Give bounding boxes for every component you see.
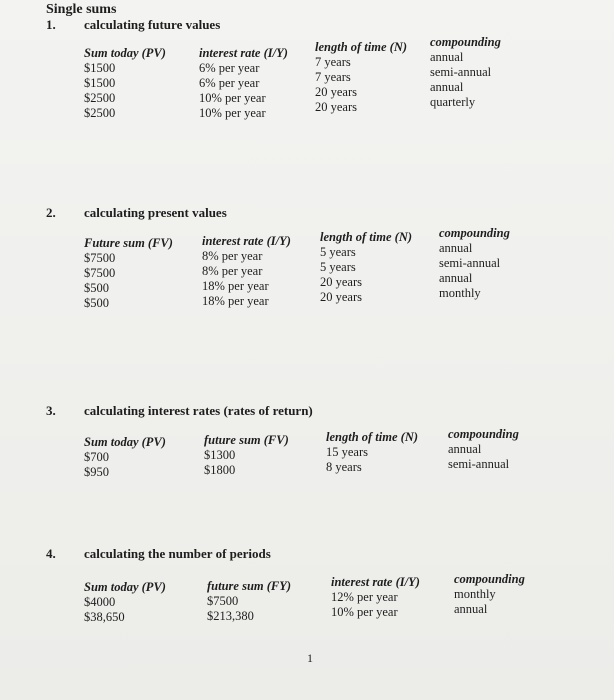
cell: 8 years [326,460,362,474]
section-1-number: 1. [46,17,56,32]
cell: semi-annual [430,65,492,79]
cell: 7 years [315,70,351,84]
section-4-col-1 [84,580,166,625]
column-header: Future sum (FV) [84,236,173,250]
cell: annual [439,271,473,285]
cell: semi-annual [448,457,510,471]
cell: annual [454,602,488,616]
section-2-number: 2. [46,205,56,220]
cell: 20 years [320,275,362,289]
column-header: Sum today (PV) [84,46,166,60]
cell: $1300 [204,448,236,462]
section-4-col-4 [454,572,525,617]
cell: 10% per year [199,106,266,120]
cell: annual [448,442,482,456]
section-4-col-2 [207,579,291,624]
cell: 15 years [326,445,368,459]
column-header: length of time (N) [326,430,419,444]
section-4-heading: calculating the number of periods [84,546,271,561]
section-4-number: 4. [46,546,56,561]
section-3-col-2 [204,433,289,478]
cell: 5 years [320,260,356,274]
cell: 5 years [320,245,356,259]
cell: annual [430,50,464,64]
cell: semi-annual [439,256,501,270]
cell: 6% per year [199,76,260,90]
section-2-col-4 [439,226,510,301]
section-2-heading: calculating present values [84,205,227,220]
column-header: compounding [439,226,510,240]
cell: $1800 [204,463,236,477]
cell: 18% per year [202,279,269,293]
column-header: interest rate (I/Y) [331,575,420,589]
section-2-col-3 [320,230,412,305]
cell: $38,650 [84,610,125,624]
page-number: 1 [307,651,313,665]
cell: $2500 [84,106,116,120]
section-3-heading: calculating interest rates (rates of return) [84,403,313,418]
cell: $1500 [84,76,116,90]
column-header: interest rate (I/Y) [199,46,288,60]
section-1-col-2 [199,46,288,121]
section-1-col-1 [84,46,166,121]
cell: quarterly [430,95,476,109]
cell: $4000 [84,595,116,609]
column-header: future sum (FV) [204,433,289,447]
section-1-col-4 [430,35,501,110]
column-header: length of time (N) [320,230,413,244]
cell: monthly [439,286,481,300]
cell: $950 [84,465,109,479]
cell: $7500 [207,594,239,608]
column-header: Sum today (PV) [84,580,166,594]
cell: 20 years [315,85,357,99]
section-2-col-1 [84,236,173,311]
cell: $700 [84,450,109,464]
cell: $2500 [84,91,116,105]
column-header: interest rate (I/Y) [202,234,291,248]
cell: $7500 [84,251,116,265]
page-title: Single sums [46,2,117,17]
cell: $500 [84,281,109,295]
column-header: length of time (N) [315,40,408,54]
section-1-col-3 [315,40,407,115]
cell: 8% per year [202,264,263,278]
cell: monthly [454,587,496,601]
cell: 20 years [320,290,362,304]
section-3-col-4 [448,427,519,472]
cell: 10% per year [331,605,398,619]
section-4-col-3 [331,575,420,620]
column-header: Sum today (PV) [84,435,166,449]
cell: $500 [84,296,109,310]
section-1-heading: calculating future values [84,17,221,32]
section-3-number: 3. [46,403,56,418]
column-header: compounding [430,35,501,49]
cell: 6% per year [199,61,260,75]
cell: 12% per year [331,590,398,604]
column-header: compounding [448,427,519,441]
column-header: compounding [454,572,525,586]
section-2-col-2 [202,234,291,309]
cell: 8% per year [202,249,263,263]
cell: 18% per year [202,294,269,308]
cell: $7500 [84,266,116,280]
cell: annual [439,241,473,255]
cell: 20 years [315,100,357,114]
cell: $213,380 [207,609,254,623]
column-header: future sum (FY) [207,579,292,593]
cell: annual [430,80,464,94]
cell: 7 years [315,55,351,69]
cell: $1500 [84,61,116,75]
section-3-col-1 [84,435,166,480]
section-3-col-3 [326,430,418,475]
cell: 10% per year [199,91,266,105]
